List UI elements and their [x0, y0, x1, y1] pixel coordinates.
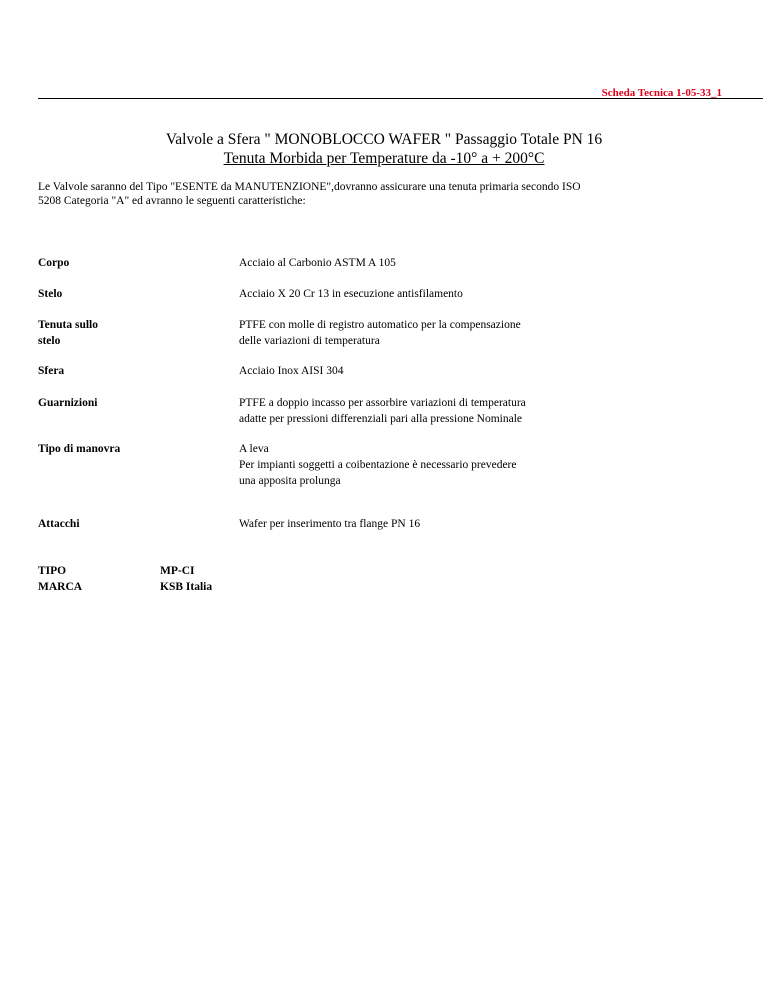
spec-label: Tipo di manovra — [38, 443, 121, 455]
intro-line: 5208 Categoria "A" ed avranno le seguenti caratteristiche: — [38, 195, 306, 207]
spec-value-line: adatte per pressioni differenziali pari alla pressione Nominale — [239, 413, 523, 425]
header-rule — [38, 98, 763, 99]
sheet-reference: Scheda Tecnica 1-05-33_1 — [601, 87, 722, 99]
spec-value — [239, 516, 619, 532]
spec-value — [239, 317, 619, 349]
spec-value-line: Acciaio Inox AISI 304 — [239, 365, 344, 377]
document-title — [0, 130, 768, 168]
product-labels — [38, 563, 148, 595]
spec-value — [239, 286, 619, 302]
spec-value — [239, 255, 619, 271]
spec-value-line: Acciaio al Carbonio ASTM A 105 — [239, 257, 396, 269]
spec-value-line: Per impianti soggetti a coibentazione è necessario prevedere — [239, 459, 517, 471]
intro-paragraph — [38, 180, 728, 208]
spec-label: Corpo — [38, 257, 70, 269]
title-main: Valvole a Sfera " MONOBLOCCO WAFER " Passaggio Totale PN 16 — [165, 131, 603, 148]
spec-value-line: una apposita prolunga — [239, 475, 341, 487]
spec-label — [38, 317, 198, 349]
tipo-value: MP-CI — [160, 565, 195, 577]
spec-value — [239, 441, 619, 489]
spec-value-line: Wafer per inserimento tra flange PN 16 — [239, 518, 421, 530]
title-subtitle: Tenuta Morbida per Temperature da -10° a + 200°C — [223, 150, 545, 167]
spec-value-line: delle variazioni di temperatura — [239, 335, 380, 347]
spec-value — [239, 395, 619, 427]
tipo-label: TIPO — [38, 565, 67, 577]
spec-value — [239, 363, 619, 379]
spec-value-line: A leva — [239, 443, 269, 455]
product-values — [160, 563, 280, 595]
intro-line: Le Valvole saranno del Tipo "ESENTE da MANUTENZIONE",dovranno assicurare una tenuta primaria secondo ISO — [38, 181, 581, 193]
marca-label: MARCA — [38, 581, 83, 593]
spec-label: Stelo — [38, 288, 63, 300]
spec-label-line: stelo — [38, 335, 61, 347]
spec-value-line: PTFE a doppio incasso per assorbire variazioni di temperatura — [239, 397, 526, 409]
spec-value-line: PTFE con molle di registro automatico per la compensazione — [239, 319, 521, 331]
spec-label: Guarnizioni — [38, 397, 98, 409]
spec-label-line: Tenuta sullo — [38, 319, 98, 331]
marca-value: KSB Italia — [160, 581, 213, 593]
spec-value-line: Acciaio X 20 Cr 13 in esecuzione antisfilamento — [239, 288, 463, 300]
spec-label: Attacchi — [38, 518, 80, 530]
spec-label: Sfera — [38, 365, 65, 377]
